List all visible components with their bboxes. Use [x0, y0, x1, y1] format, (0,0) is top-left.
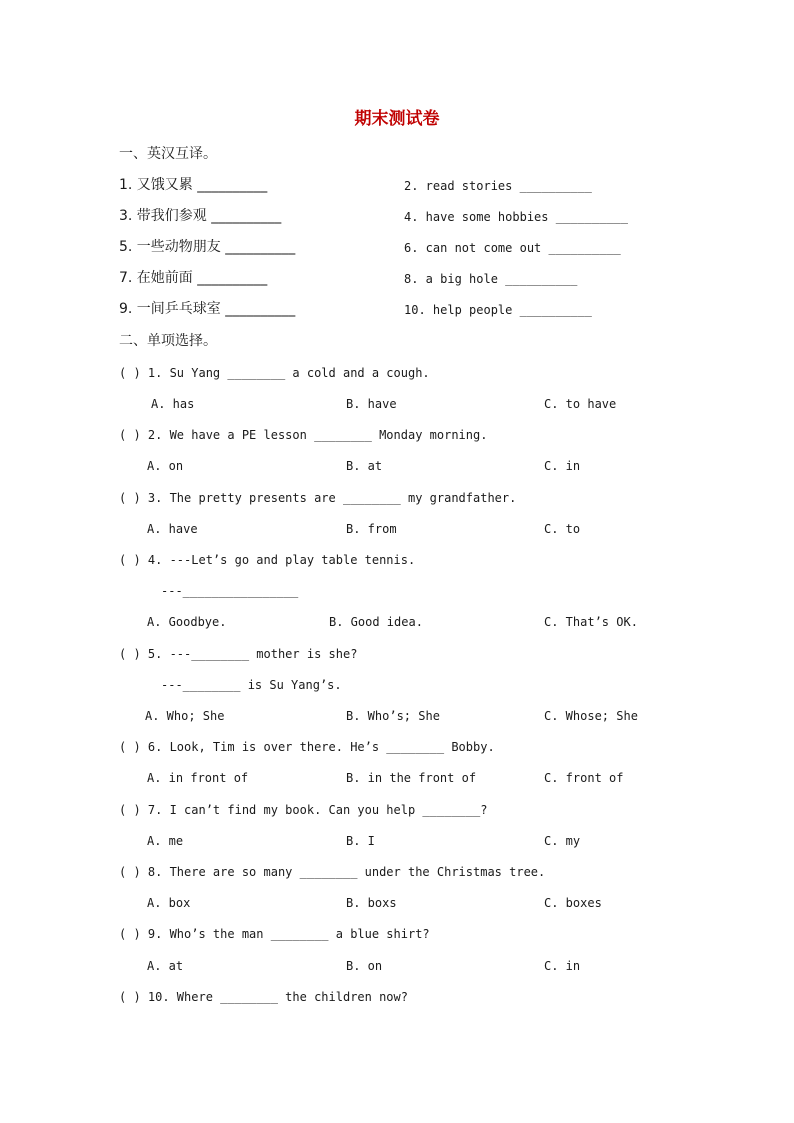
q7-option-c: C. my — [544, 834, 581, 848]
q5-option-a: A. Who; She — [145, 709, 225, 723]
q4-option-b: B. Good idea. — [329, 615, 423, 629]
q3-option-b: B. from — [346, 522, 397, 536]
q3-option-c: C. to — [544, 522, 581, 536]
translate-item-8: 8. a big hole __________ — [404, 272, 578, 286]
translate-item-7: 7. 在她前面 __________ — [119, 270, 268, 286]
question-4: ( ) 4. ---Let’s go and play table tennis. — [119, 553, 416, 567]
q6-option-a: A. in front of — [147, 771, 249, 785]
q6-option-b: B. in the front of — [346, 771, 477, 785]
q8-option-c: C. boxes — [544, 896, 602, 910]
q2-option-a: A. on — [147, 459, 184, 473]
q8-option-b: B. boxs — [346, 896, 397, 910]
question-7: ( ) 7. I can’t find my book. Can you help ________? — [119, 803, 488, 817]
translate-item-5: 5. 一些动物朋友 __________ — [119, 239, 296, 255]
translate-item-3: 3. 带我们参观 __________ — [119, 208, 282, 224]
question-1: ( ) 1. Su Yang ________ a cold and a cough. — [119, 366, 430, 380]
question-3: ( ) 3. The pretty presents are ________ my grandfather. — [119, 491, 517, 505]
q3-option-a: A. have — [147, 522, 198, 536]
q2-option-c: C. in — [544, 459, 581, 473]
question-5: ( ) 5. ---________ mother is she? — [119, 647, 358, 661]
translate-item-2: 2. read stories __________ — [404, 179, 592, 193]
q8-option-a: A. box — [147, 896, 191, 910]
q6-option-c: C. front of — [544, 771, 624, 785]
section1-heading: 一、英汉互译。 — [119, 146, 217, 162]
question-8: ( ) 8. There are so many ________ under the Christmas tree. — [119, 865, 546, 879]
q9-option-c: C. in — [544, 959, 581, 973]
translate-item-10: 10. help people __________ — [404, 303, 592, 317]
question-5-response: ---________ is Su Yang’s. — [161, 678, 342, 692]
question-10: ( ) 10. Where ________ the children now? — [119, 990, 408, 1004]
q5-option-c: C. Whose; She — [544, 709, 638, 723]
translate-item-1: 1. 又饿又累 __________ — [119, 177, 268, 193]
question-6: ( ) 6. Look, Tim is over there. He’s ________ Bobby. — [119, 740, 495, 754]
question-4-response: ---________________ — [161, 584, 299, 598]
question-9: ( ) 9. Who’s the man ________ a blue shirt? — [119, 927, 430, 941]
q1-option-a: A. has — [151, 397, 195, 411]
q4-option-a: A. Goodbye. — [147, 615, 227, 629]
page-title: 期末测试卷 — [354, 109, 440, 129]
section2-heading: 二、单项选择。 — [119, 333, 217, 349]
translate-item-9: 9. 一间乒乓球室 __________ — [119, 301, 296, 317]
q2-option-b: B. at — [346, 459, 383, 473]
translate-item-4: 4. have some hobbies __________ — [404, 210, 628, 224]
q9-option-b: B. on — [346, 959, 383, 973]
translate-item-6: 6. can not come out __________ — [404, 241, 621, 255]
q7-option-b: B. I — [346, 834, 375, 848]
q1-option-c: C. to have — [544, 397, 617, 411]
question-2: ( ) 2. We have a PE lesson ________ Monday morning. — [119, 428, 488, 442]
q5-option-b: B. Who’s; She — [346, 709, 440, 723]
q7-option-a: A. me — [147, 834, 184, 848]
q9-option-a: A. at — [147, 959, 184, 973]
q4-option-c: C. That’s OK. — [544, 615, 638, 629]
q1-option-b: B. have — [346, 397, 397, 411]
